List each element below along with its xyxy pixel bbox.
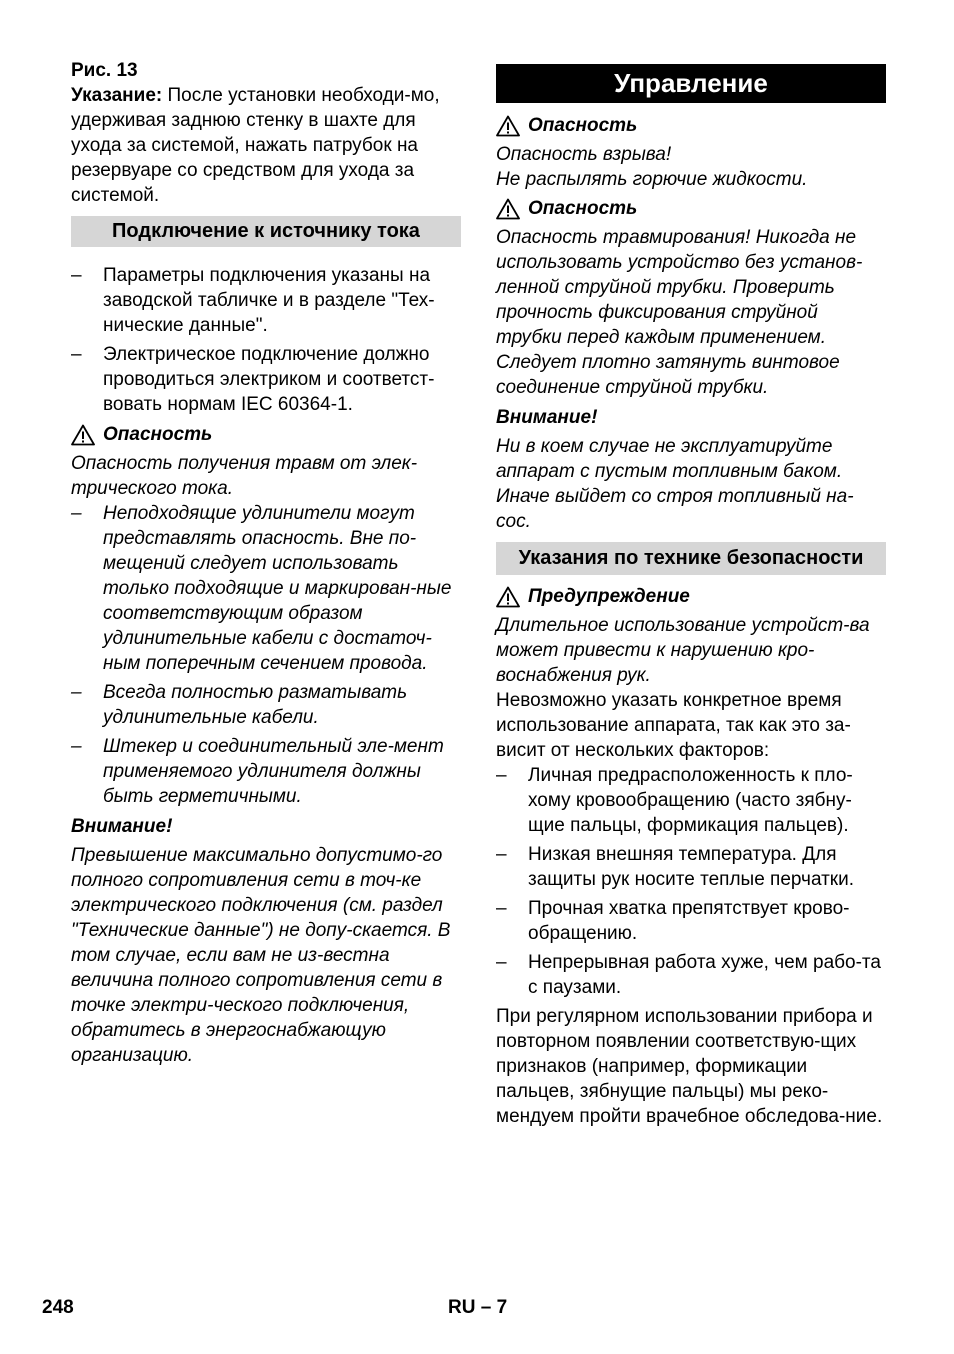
section-title-power-connection: Подключение к источнику тока: [71, 216, 461, 247]
list-dash: –: [71, 344, 82, 365]
list-item: [496, 896, 886, 946]
left-column: [71, 58, 461, 1068]
list-item-text: Личная предрасположенность к пло-хому кровообращению (часто зябну-щие пальцы, формикация пальцев).: [528, 765, 853, 836]
list-item-text: Неподходящие удлинители могут представлять опасность. Вне по-мещений следует использовать только подходящие и маркирован-ные соответствующим образом удлинительные кабели с достаточ-ным поперечным сечением провода.: [103, 503, 452, 674]
factors-list: [496, 763, 886, 1000]
list-dash: –: [71, 503, 82, 524]
warning-triangle-icon: [496, 198, 520, 220]
danger-line: Опасность взрыва!: [496, 144, 672, 165]
attention-text: Превышение максимально допустимо-го полного сопротивления сети в точ-ке электрического подключения (см. раздел "Технические данные") не допу-скается. В том случае, если вам не из-вестна величина полного сопротивления сети в точке электри-ческого подключения, обратитесь в энергоснабжающую организацию.: [71, 845, 451, 1066]
list-item: [496, 842, 886, 892]
page-number: 248: [42, 1297, 74, 1318]
danger-label: Опасность: [528, 115, 638, 136]
list-item: [71, 734, 461, 809]
list-item-text: Электрическое подключение должно проводиться электриком и соответст-вовать нормам IEC 60364-1.: [103, 344, 435, 415]
list-item-text: Штекер и соединительный эле-мент применяемого удлинителя должны быть герметичными.: [103, 736, 444, 807]
list-dash: –: [496, 898, 507, 919]
warning-triangle-icon: [496, 115, 520, 137]
attention-text: Ни в коем случае не эксплуатируйте аппарат с пустым топливным баком. Иначе выйдет со строя топливный на-сос.: [496, 436, 854, 532]
danger-label: Опасность: [528, 198, 638, 219]
list-item: [496, 763, 886, 838]
list-dash: –: [71, 265, 82, 286]
list-item-text: Прочная хватка препятствует крово-обращению.: [528, 898, 850, 944]
figure-label: Рис. 13: [71, 60, 138, 81]
power-connection-list: [71, 263, 461, 417]
danger-text: Опасность получения травм от элек-трического тока.: [71, 453, 418, 499]
note-paragraph: [71, 83, 461, 208]
attention-label: Внимание!: [496, 407, 598, 428]
note-text: После установки необходи-мо, удерживая заднюю стенку в шахте для ухода за системой, нажать патрубок на резервуаре со средством для ухода за системой.: [71, 85, 440, 206]
language-page-marker: RU – 7: [448, 1297, 508, 1318]
danger-line: Не распылять горючие жидкости.: [496, 169, 808, 190]
list-item-text: Низкая внешняя температура. Для защиты рук носите теплые перчатки.: [528, 844, 855, 890]
warning-triangle-icon: [496, 586, 520, 608]
warning-text: Длительное использование устройст-ва может привести к нарушению кро-воснабжения рук.: [496, 615, 870, 686]
danger-label: Опасность: [103, 424, 213, 445]
list-dash: –: [496, 765, 507, 786]
closing-text: При регулярном использовании прибора и повторном появлении соответствую-щих признаков (например, формикации пальцев, зябнущие пальцы) мы реко-мендуем пройти врачебное обследова-ние.: [496, 1006, 883, 1127]
danger-heading: [71, 422, 461, 447]
warning-label: Предупреждение: [528, 586, 690, 607]
list-item: [71, 501, 461, 676]
list-item: [496, 950, 886, 1000]
note-label: Указание:: [71, 85, 163, 106]
list-item-text: Всегда полностью разматывать удлинительные кабели.: [103, 682, 408, 728]
warning-heading: [496, 584, 886, 609]
list-dash: –: [496, 844, 507, 865]
danger-list: [71, 501, 461, 809]
list-dash: –: [71, 682, 82, 703]
danger-heading: [496, 196, 886, 221]
list-item-text: Непрерывная работа хуже, чем рабо-та с паузами.: [528, 952, 881, 998]
right-column: [496, 64, 886, 1129]
list-item-text: Параметры подключения указаны на заводской табличке и в разделе "Тех-нические данные".: [103, 265, 435, 336]
list-dash: –: [71, 736, 82, 757]
list-item: [71, 342, 461, 417]
attention-label: Внимание!: [71, 816, 173, 837]
list-item: [71, 680, 461, 730]
list-item: [71, 263, 461, 338]
danger-text: Опасность травмирования! Никогда не использовать устройство без установ-ленной струйной трубки. Проверить прочность фиксирования струйной трубки перед каждым применением. Следует плотно затянуть винтовое соединение струйной трубки.: [496, 227, 863, 398]
list-dash: –: [496, 952, 507, 973]
danger-heading: [496, 113, 886, 138]
info-text: Невозможно указать конкретное время использование аппарата, так как это за-висит от нескольких факторов:: [496, 690, 851, 761]
section-title-safety: Указания по технике безопасности: [496, 542, 886, 575]
section-title-operation: Управление: [496, 64, 886, 103]
warning-triangle-icon: [71, 424, 95, 446]
